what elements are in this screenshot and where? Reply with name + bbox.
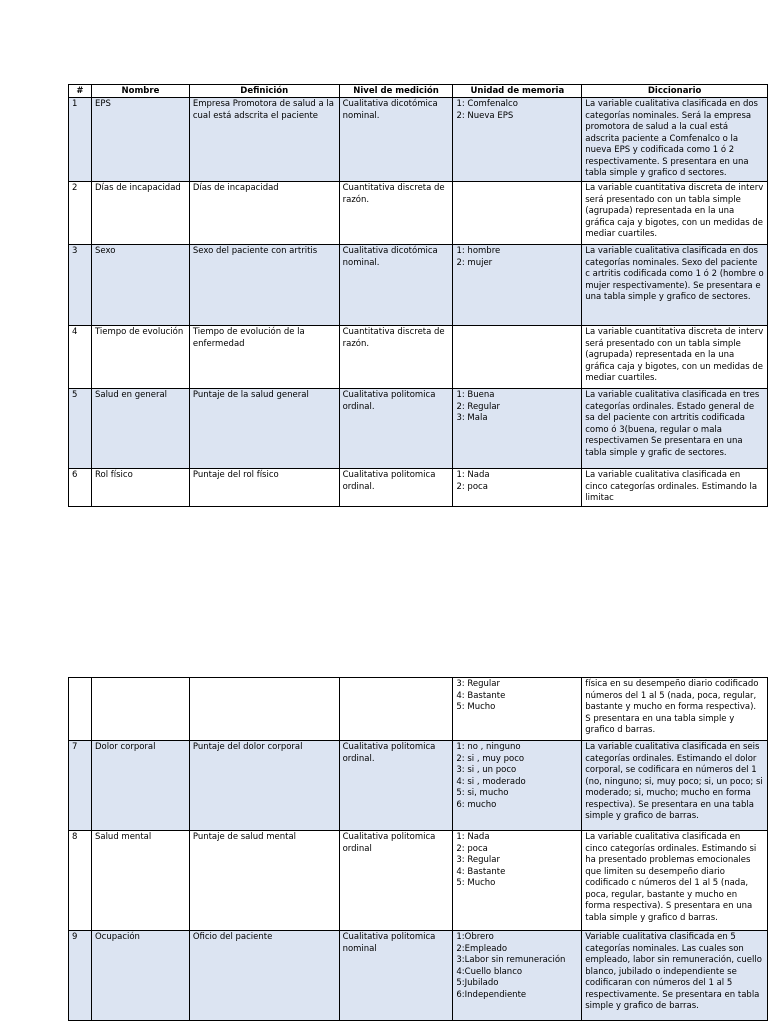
cell-diccionario: física en su desempeño diario codificado números del 1 al 5 (nada, poca, regular, bastante y mucho en forma respectiva). S presentara en una tabla simple y grafico d barras. [582,678,768,741]
cell-unidad [453,326,582,389]
cell-number: 6 [69,469,92,507]
table-header-row [69,85,768,98]
cell-nombre: Dolor corporal [91,741,189,831]
cell-definicion [189,678,339,741]
header-diccionario: Diccionario [582,85,768,98]
table-row [69,931,768,1021]
cell-nombre: EPS [91,98,189,182]
cell-definicion: Puntaje de salud mental [189,831,339,931]
cell-unidad: 1: Nada 2: poca [453,469,582,507]
cell-nivel: Cualitativa politomica ordinal [339,831,453,931]
table-row [69,469,768,507]
cell-unidad: 1: no , ninguno 2: si , muy poco 3: si , un poco 4: si , moderado 5: si, mucho 6: mucho [453,741,582,831]
cell-number: 4 [69,326,92,389]
cell-definicion: Días de incapacidad [189,182,339,245]
cell-number: 9 [69,931,92,1021]
cell-definicion: Puntaje del rol físico [189,469,339,507]
cell-diccionario: La variable cualitativa clasificada en dos categorías nominales. Será la empresa promotora de salud a la cual está adscrita paciente a Comfenalco o la nueva EPS y codificada como 1 ó 2 respectivamente. S presentara en una tabla simple y grafico d sectores. [582,98,768,182]
cell-diccionario: La variable cualitativa clasificada en cinco categorías ordinales. Estimando si ha presentado problemas emocionales que limiten su desempeño diario codificado c números del 1 al 5 (nada, poca, regular, bastante y mucho en forma respectiva). S presentara en una tabla simple y grafico d barras. [582,831,768,931]
header-number: # [69,85,92,98]
cell-diccionario: La variable cualitativa clasificada en cinco categorías ordinales. Estimando la limitac [582,469,768,507]
cell-nombre [91,678,189,741]
cell-nombre: Salud en general [91,389,189,469]
cell-nombre: Tiempo de evolución [91,326,189,389]
cell-diccionario: Variable cualitativa clasificada en 5 categorías nominales. Las cuales son empleado, labor sin remuneración, cuello blanco, jubilado o independiente se codificaran con números del 1 al 5 respectivamente. Se presentara en tabla simple y grafico de barras. [582,931,768,1021]
table-row [69,741,768,831]
cell-unidad: 1: Nada 2: poca 3: Regular 4: Bastante 5: Mucho [453,831,582,931]
cell-unidad [453,182,582,245]
table-row [69,831,768,931]
cell-number: 7 [69,741,92,831]
cell-diccionario: La variable cuantitativa discreta de interv será presentado con un tabla simple (agrupada) representada en la una gráfica caja y bigotes, con un medidas de mediar cuartiles. [582,326,768,389]
cell-unidad: 1:Obrero 2:Empleado 3:Labor sin remuneración 4:Cuello blanco 5:Jubilado 6:Independiente [453,931,582,1021]
table-row [69,182,768,245]
cell-nivel: Cualitativa politomica ordinal. [339,741,453,831]
header-nivel: Nivel de medición [339,85,453,98]
table-row [69,245,768,326]
cell-nombre: Días de incapacidad [91,182,189,245]
cell-nombre: Ocupación [91,931,189,1021]
cell-nivel: Cualitativa politomica ordinal. [339,469,453,507]
cell-number: 3 [69,245,92,326]
cell-unidad: 1: Comfenalco 2: Nueva EPS [453,98,582,182]
table-row [69,678,768,741]
cell-definicion: Sexo del paciente con artritis [189,245,339,326]
cell-diccionario: La variable cuantitativa discreta de interv será presentado con un tabla simple (agrupada) representada en la una gráfica caja y bigotes, con un medidas de mediar cuartiles. [582,182,768,245]
table-row [69,98,768,182]
cell-nombre: Salud mental [91,831,189,931]
cell-nivel: Cuantitativa discreta de razón. [339,326,453,389]
cell-number: 1 [69,98,92,182]
table-row [69,326,768,389]
cell-definicion: Puntaje del dolor corporal [189,741,339,831]
header-unidad: Unidad de memoria [453,85,582,98]
cell-definicion: Tiempo de evolución de la enfermedad [189,326,339,389]
variables-table-top [68,84,768,507]
cell-unidad: 3: Regular 4: Bastante 5: Mucho [453,678,582,741]
variables-table-bottom [68,677,768,1021]
cell-nivel: Cualitativa dicotómica nominal. [339,98,453,182]
cell-definicion: Puntaje de la salud general [189,389,339,469]
cell-number: 8 [69,831,92,931]
cell-nombre: Sexo [91,245,189,326]
header-definicion: Definición [189,85,339,98]
cell-number: 5 [69,389,92,469]
cell-number: 2 [69,182,92,245]
cell-unidad: 1: Buena 2: Regular 3: Mala [453,389,582,469]
cell-definicion: Oficio del paciente [189,931,339,1021]
cell-definicion: Empresa Promotora de salud a la cual está adscrita el paciente [189,98,339,182]
cell-nivel: Cualitativa politomica ordinal. [339,389,453,469]
cell-diccionario: La variable cualitativa clasificada en tres categorías ordinales. Estado general de sa del paciente con artritis codificada como ó 3(buena, regular o mala respectivamen Se presentara en una tabla simple y grafic de sectores. [582,389,768,469]
cell-nivel: Cualitativa politomica nominal [339,931,453,1021]
table-row [69,389,768,469]
cell-diccionario: La variable cualitativa clasificada en dos categorías nominales. Sexo del paciente c artritis codificada como 1 ó 2 (hombre o mujer respectivamente). Se presentara e una tabla simple y grafico de sectores. [582,245,768,326]
cell-nivel [339,678,453,741]
cell-nombre: Rol físico [91,469,189,507]
cell-unidad: 1: hombre 2: mujer [453,245,582,326]
cell-diccionario: La variable cualitativa clasificada en seis categorías ordinales. Estimando el dolor corporal, se codificara en números del 1 (no, ninguno; si, muy poco; si, un poco; si moderado; si, mucho; mucho en forma respectiva). Se presentara en una tabla simple y grafico de barras. [582,741,768,831]
cell-nivel: Cualitativa dicotómica nominal. [339,245,453,326]
cell-nivel: Cuantitativa discreta de razón. [339,182,453,245]
header-nombre: Nombre [91,85,189,98]
cell-number [69,678,92,741]
